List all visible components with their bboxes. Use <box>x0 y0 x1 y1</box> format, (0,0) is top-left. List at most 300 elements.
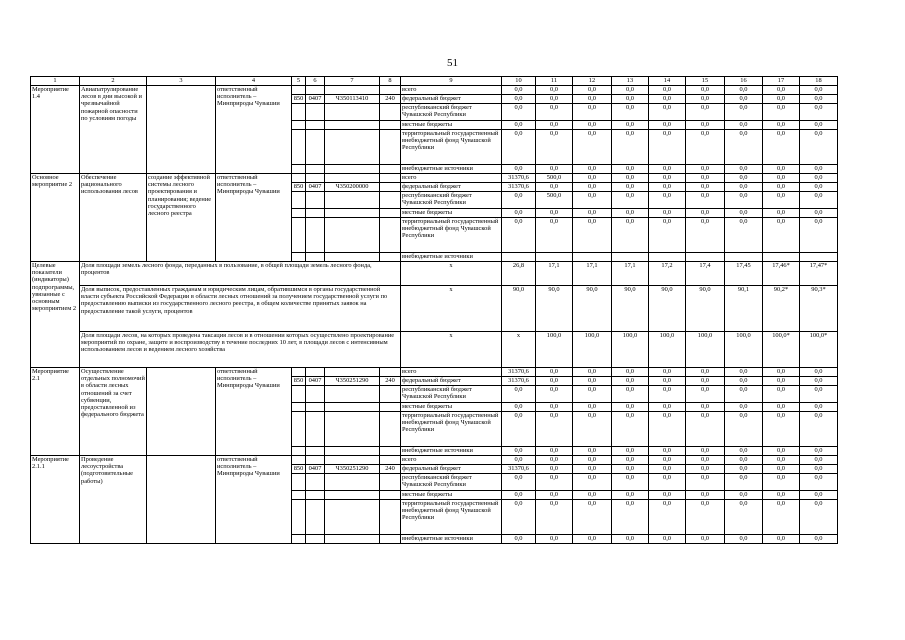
value-cell <box>573 253 612 262</box>
header-cell: 13 <box>612 77 649 86</box>
code-cell <box>306 403 325 412</box>
target-mark: x <box>401 286 502 332</box>
target-mark: x <box>401 262 502 286</box>
value-cell: 0,0 <box>649 218 686 253</box>
source-label: республиканский бюджет Чувашской Республики <box>401 192 502 209</box>
code-cell <box>325 386 380 403</box>
code-cell <box>325 368 380 377</box>
table-row <box>31 456 838 465</box>
code-cell <box>292 535 306 544</box>
code-cell <box>380 403 401 412</box>
target-value: x <box>502 332 536 368</box>
value-cell: 0,0 <box>502 104 536 121</box>
vr-cell: 240 <box>380 465 401 474</box>
csr-cell: Ч350251290 <box>325 465 380 474</box>
value-cell: 0,0 <box>502 130 536 165</box>
value-cell: 0,0 <box>686 121 725 130</box>
source-label: местные бюджеты <box>401 121 502 130</box>
value-cell: 0,0 <box>649 174 686 183</box>
value-cell: 0,0 <box>536 95 573 104</box>
value-cell: 0,0 <box>649 130 686 165</box>
code-cell <box>325 474 380 491</box>
code-cell <box>306 192 325 209</box>
value-cell: 0,0 <box>649 465 686 474</box>
page-number: 51 <box>447 57 458 69</box>
code-cell <box>325 192 380 209</box>
code-cell <box>306 165 325 174</box>
value-cell: 0,0 <box>763 165 800 174</box>
header-cell: 2 <box>80 77 147 86</box>
value-cell: 0,0 <box>612 209 649 218</box>
target-value: 17,1 <box>573 262 612 286</box>
code-cell <box>325 104 380 121</box>
value-cell: 0,0 <box>649 386 686 403</box>
value-cell: 0,0 <box>612 412 649 447</box>
value-cell: 0,0 <box>763 403 800 412</box>
value-cell: 0,0 <box>612 474 649 491</box>
value-cell: 0,0 <box>649 447 686 456</box>
target-value: 90,0 <box>573 286 612 332</box>
source-label: всего <box>401 368 502 377</box>
value-cell: 0,0 <box>686 209 725 218</box>
value-cell: 0,0 <box>725 104 763 121</box>
header-cell: 11 <box>536 77 573 86</box>
executor-cell: ответственный исполнитель – Минприроды Чувашии <box>216 456 292 544</box>
value-cell: 0,0 <box>686 104 725 121</box>
value-cell <box>800 253 838 262</box>
value-cell: 0,0 <box>536 218 573 253</box>
value-cell: 0,0 <box>763 447 800 456</box>
value-cell: 0,0 <box>536 104 573 121</box>
code-cell <box>380 253 401 262</box>
target-mark: x <box>401 332 502 368</box>
source-label: республиканский бюджет Чувашской Республики <box>401 104 502 121</box>
value-cell <box>763 253 800 262</box>
value-cell: 0,0 <box>612 456 649 465</box>
value-cell: 0,0 <box>536 86 573 95</box>
value-cell: 0,0 <box>573 447 612 456</box>
value-cell <box>649 253 686 262</box>
value-cell: 0,0 <box>725 183 763 192</box>
value-cell: 0,0 <box>763 209 800 218</box>
target-value: 17,2 <box>649 262 686 286</box>
value-cell: 31370,6 <box>502 465 536 474</box>
rz-cell: 0407 <box>306 95 325 104</box>
value-cell: 0,0 <box>763 491 800 500</box>
header-cell: 9 <box>401 77 502 86</box>
csr-cell: Ч350251290 <box>325 377 380 386</box>
value-cell: 0,0 <box>612 535 649 544</box>
target-value: 100,0 <box>536 332 573 368</box>
code-cell <box>380 174 401 183</box>
value-cell: 0,0 <box>800 86 838 95</box>
value-cell: 0,0 <box>686 130 725 165</box>
value-cell: 0,0 <box>725 130 763 165</box>
code-cell <box>292 456 306 465</box>
code-cell <box>380 368 401 377</box>
value-cell: 0,0 <box>800 165 838 174</box>
value-cell: 0,0 <box>763 386 800 403</box>
value-cell: 0,0 <box>612 500 649 535</box>
value-cell: 0,0 <box>800 95 838 104</box>
code-cell <box>380 104 401 121</box>
value-cell: 0,0 <box>573 465 612 474</box>
value-cell: 0,0 <box>800 104 838 121</box>
value-cell: 0,0 <box>725 403 763 412</box>
value-cell: 0,0 <box>763 183 800 192</box>
value-cell: 0,0 <box>573 474 612 491</box>
value-cell: 0,0 <box>573 412 612 447</box>
value-cell: 0,0 <box>649 121 686 130</box>
code-cell <box>380 456 401 465</box>
header-cell: 4 <box>216 77 292 86</box>
value-cell: 0,0 <box>573 192 612 209</box>
value-cell: 0,0 <box>573 104 612 121</box>
value-cell: 0,0 <box>800 456 838 465</box>
source-label: всего <box>401 456 502 465</box>
value-cell: 0,0 <box>686 183 725 192</box>
value-cell: 0,0 <box>536 465 573 474</box>
code-cell <box>325 121 380 130</box>
value-cell: 0,0 <box>612 192 649 209</box>
value-cell: 0,0 <box>725 491 763 500</box>
code-cell <box>380 209 401 218</box>
value-cell: 0,0 <box>536 121 573 130</box>
name-cell: Обеспечение рационального использования лесов <box>80 174 147 262</box>
value-cell: 0,0 <box>536 447 573 456</box>
rz-cell: 0407 <box>306 465 325 474</box>
value-cell: 0,0 <box>800 377 838 386</box>
value-cell: 0,0 <box>725 386 763 403</box>
value-cell: 0,0 <box>800 174 838 183</box>
value-cell: 0,0 <box>763 86 800 95</box>
value-cell: 0,0 <box>573 130 612 165</box>
target-value: 90,3* <box>800 286 838 332</box>
value-cell: 0,0 <box>800 500 838 535</box>
value-cell: 0,0 <box>502 412 536 447</box>
value-cell: 0,0 <box>686 465 725 474</box>
code-cell <box>380 121 401 130</box>
grbs-cell: 850 <box>292 183 306 192</box>
source-label: местные бюджеты <box>401 491 502 500</box>
value-cell: 0,0 <box>725 86 763 95</box>
value-cell: 0,0 <box>649 474 686 491</box>
code-cell <box>292 104 306 121</box>
value-cell: 0,0 <box>573 377 612 386</box>
value-cell: 0,0 <box>612 368 649 377</box>
goal-cell <box>147 368 216 456</box>
value-cell: 0,0 <box>686 474 725 491</box>
value-cell: 0,0 <box>686 218 725 253</box>
header-cell: 12 <box>573 77 612 86</box>
source-label: внебюджетные источники <box>401 447 502 456</box>
value-cell <box>536 253 573 262</box>
value-cell: 0,0 <box>502 218 536 253</box>
target-value: 90,0 <box>649 286 686 332</box>
value-cell: 0,0 <box>573 491 612 500</box>
value-cell: 31370,6 <box>502 174 536 183</box>
header-cell: 17 <box>763 77 800 86</box>
value-cell: 0,0 <box>686 95 725 104</box>
name-cell: Авиапатрулирование лесов в дни высокой и чрезвычайной пожарной опасности по условиям погоды <box>80 86 147 174</box>
value-cell: 0,0 <box>573 95 612 104</box>
code-cell <box>292 253 306 262</box>
value-cell: 0,0 <box>536 386 573 403</box>
code-cell <box>325 491 380 500</box>
value-cell: 0,0 <box>612 183 649 192</box>
code-cell <box>292 130 306 165</box>
code-cell <box>325 86 380 95</box>
target-value: 90,0 <box>536 286 573 332</box>
name-cell: Проведение лесоустройства (подготовительные работы) <box>80 456 147 544</box>
goal-cell: создание эффективной системы лесного проектирования и планирования; ведение государственного лесного реестра <box>147 174 216 262</box>
value-cell: 0,0 <box>649 412 686 447</box>
code-cell <box>380 491 401 500</box>
code-cell <box>306 218 325 253</box>
table-row <box>31 174 838 183</box>
source-label: республиканский бюджет Чувашской Республики <box>401 474 502 491</box>
code-cell <box>380 535 401 544</box>
code-cell <box>306 104 325 121</box>
source-label: местные бюджеты <box>401 209 502 218</box>
value-cell: 0,0 <box>763 474 800 491</box>
table-row <box>31 86 838 95</box>
target-value: 17,1 <box>612 262 649 286</box>
value-cell: 0,0 <box>649 86 686 95</box>
value-cell: 0,0 <box>763 377 800 386</box>
code-cell <box>306 368 325 377</box>
value-cell: 0,0 <box>536 209 573 218</box>
value-cell: 0,0 <box>686 165 725 174</box>
target-value: 100,0* <box>800 332 838 368</box>
rz-cell: 0407 <box>306 183 325 192</box>
value-cell: 0,0 <box>573 218 612 253</box>
code-cell <box>325 174 380 183</box>
value-cell: 0,0 <box>536 165 573 174</box>
code-cell <box>325 500 380 535</box>
code-cell <box>380 86 401 95</box>
value-cell: 0,0 <box>649 183 686 192</box>
value-cell: 0,0 <box>612 465 649 474</box>
code-cell <box>325 447 380 456</box>
target-value: 100,0 <box>649 332 686 368</box>
value-cell: 0,0 <box>573 368 612 377</box>
target-value: 17,47* <box>800 262 838 286</box>
value-cell: 0,0 <box>612 174 649 183</box>
value-cell: 0,0 <box>573 121 612 130</box>
value-cell: 0,0 <box>800 474 838 491</box>
target-value: 90,0 <box>686 286 725 332</box>
rz-cell: 0407 <box>306 377 325 386</box>
header-cell: 10 <box>502 77 536 86</box>
code-cell <box>306 500 325 535</box>
header-cell: 7 <box>325 77 380 86</box>
value-cell: 0,0 <box>502 500 536 535</box>
value-cell: 0,0 <box>573 500 612 535</box>
value-cell: 0,0 <box>649 209 686 218</box>
value-cell: 0,0 <box>573 165 612 174</box>
value-cell: 0,0 <box>536 500 573 535</box>
source-label: местные бюджеты <box>401 403 502 412</box>
source-label: внебюджетные источники <box>401 165 502 174</box>
value-cell: 0,0 <box>502 447 536 456</box>
source-label: федеральный бюджет <box>401 183 502 192</box>
value-cell: 0,0 <box>686 412 725 447</box>
target-value: 90,0 <box>502 286 536 332</box>
code-cell <box>325 456 380 465</box>
value-cell: 0,0 <box>763 174 800 183</box>
value-cell: 0,0 <box>649 104 686 121</box>
value-cell: 0,0 <box>612 377 649 386</box>
source-label: территориальный государственный внебюджетный фонд Чувашской Республики <box>401 500 502 535</box>
source-label: федеральный бюджет <box>401 465 502 474</box>
value-cell: 0,0 <box>725 456 763 465</box>
code-cell <box>380 165 401 174</box>
code-cell <box>306 130 325 165</box>
target-value: 100,0 <box>612 332 649 368</box>
value-cell: 0,0 <box>649 500 686 535</box>
value-cell <box>725 253 763 262</box>
value-cell: 0,0 <box>725 535 763 544</box>
value-cell: 0,0 <box>725 412 763 447</box>
value-cell: 0,0 <box>502 165 536 174</box>
target-text: Доля площади лесов, на которых проведена таксация лесов и в отношении которых осуществлено проектирование мероприятий по охране, защите и воспроизводству в течение последних 10 лет, в площади лесов с интенсивным использованием лесов и ведением лесного хозяйства <box>80 332 401 368</box>
value-cell: 0,0 <box>502 474 536 491</box>
code-cell <box>380 474 401 491</box>
value-cell: 0,0 <box>725 474 763 491</box>
csr-cell: Ч350200000 <box>325 183 380 192</box>
target-value: 17,45 <box>725 262 763 286</box>
header-cell: 14 <box>649 77 686 86</box>
value-cell: 0,0 <box>612 130 649 165</box>
header-cell: 1 <box>31 77 80 86</box>
value-cell: 0,0 <box>725 465 763 474</box>
target-text: Доля выписок, предоставленных гражданам и юридическим лицам, обратившимся в органы государственной власти субъекта Российской Федерации в области лесных отношений за получением государственной услуги по предоставлению выписки из государственного лесного реестра, в общем количестве принятых заявок на предоставление такой услуги, процентов <box>80 286 401 332</box>
value-cell: 0,0 <box>502 86 536 95</box>
value-cell: 0,0 <box>612 165 649 174</box>
target-value: 90,2* <box>763 286 800 332</box>
target-value: 100,0 <box>686 332 725 368</box>
value-cell: 0,0 <box>686 403 725 412</box>
value-cell: 0,0 <box>502 403 536 412</box>
value-cell: 0,0 <box>573 174 612 183</box>
value-cell: 0,0 <box>649 368 686 377</box>
source-label: всего <box>401 86 502 95</box>
header-cell: 16 <box>725 77 763 86</box>
goal-cell <box>147 456 216 544</box>
value-cell: 0,0 <box>649 535 686 544</box>
value-cell: 0,0 <box>686 86 725 95</box>
source-label: внебюджетные источники <box>401 253 502 262</box>
header-cell: 6 <box>306 77 325 86</box>
executor-cell: ответственный исполнитель – Минприроды Чувашии <box>216 174 292 262</box>
code-cell <box>292 86 306 95</box>
code-cell <box>306 121 325 130</box>
header-row <box>31 77 838 86</box>
source-label: территориальный государственный внебюджетный фонд Чувашской Республики <box>401 218 502 253</box>
code-cell <box>292 192 306 209</box>
value-cell: 0,0 <box>763 456 800 465</box>
table-row <box>31 368 838 377</box>
grbs-cell: 850 <box>292 95 306 104</box>
target-value: 17,4 <box>686 262 725 286</box>
executor-cell: ответственный исполнитель – Минприроды Чувашии <box>216 368 292 456</box>
value-cell: 0,0 <box>686 174 725 183</box>
value-cell: 0,0 <box>536 456 573 465</box>
grbs-cell: 850 <box>292 465 306 474</box>
target-row <box>31 262 838 286</box>
value-cell: 0,0 <box>612 491 649 500</box>
value-cell: 500,0 <box>536 174 573 183</box>
value-cell: 0,0 <box>763 104 800 121</box>
value-cell: 500,0 <box>536 192 573 209</box>
value-cell: 0,0 <box>612 447 649 456</box>
program-table <box>30 76 838 544</box>
code-cell <box>306 209 325 218</box>
value-cell: 0,0 <box>536 368 573 377</box>
code-cell <box>380 412 401 447</box>
code-cell <box>325 253 380 262</box>
code-cell <box>325 412 380 447</box>
value-cell: 0,0 <box>536 474 573 491</box>
target-value: 100,0 <box>725 332 763 368</box>
value-cell: 0,0 <box>725 209 763 218</box>
value-cell: 0,0 <box>612 121 649 130</box>
value-cell: 0,0 <box>800 183 838 192</box>
target-row <box>31 332 838 368</box>
code-cell <box>306 535 325 544</box>
value-cell: 0,0 <box>573 209 612 218</box>
value-cell: 0,0 <box>502 121 536 130</box>
code-cell <box>292 165 306 174</box>
value-cell: 0,0 <box>763 218 800 253</box>
value-cell: 0,0 <box>612 403 649 412</box>
code-cell <box>292 209 306 218</box>
source-label: федеральный бюджет <box>401 95 502 104</box>
value-cell: 0,0 <box>725 192 763 209</box>
code-cell <box>325 209 380 218</box>
code-cell <box>306 412 325 447</box>
code-cell <box>306 447 325 456</box>
value-cell: 0,0 <box>686 377 725 386</box>
goal-cell <box>147 86 216 174</box>
value-cell: 0,0 <box>763 412 800 447</box>
value-cell: 0,0 <box>763 95 800 104</box>
value-cell: 0,0 <box>536 535 573 544</box>
value-cell: 0,0 <box>536 403 573 412</box>
value-cell: 0,0 <box>800 209 838 218</box>
code-cell <box>306 174 325 183</box>
code-cell <box>380 130 401 165</box>
value-cell: 0,0 <box>725 121 763 130</box>
value-cell: 0,0 <box>612 104 649 121</box>
value-cell: 0,0 <box>649 491 686 500</box>
value-cell: 0,0 <box>502 192 536 209</box>
value-cell: 0,0 <box>649 403 686 412</box>
value-cell: 0,0 <box>502 535 536 544</box>
value-cell: 0,0 <box>800 403 838 412</box>
targets-label: Целевые показатели (индикаторы) подпрограммы, увязанные с основным мероприятием 2 <box>31 262 80 368</box>
target-value: 90,0 <box>612 286 649 332</box>
value-cell: 0,0 <box>725 95 763 104</box>
code-cell <box>292 368 306 377</box>
value-cell: 31370,6 <box>502 377 536 386</box>
value-cell: 0,0 <box>686 386 725 403</box>
value-cell: 0,0 <box>502 209 536 218</box>
code-cell <box>292 403 306 412</box>
code-cell <box>292 121 306 130</box>
value-cell: 0,0 <box>800 121 838 130</box>
